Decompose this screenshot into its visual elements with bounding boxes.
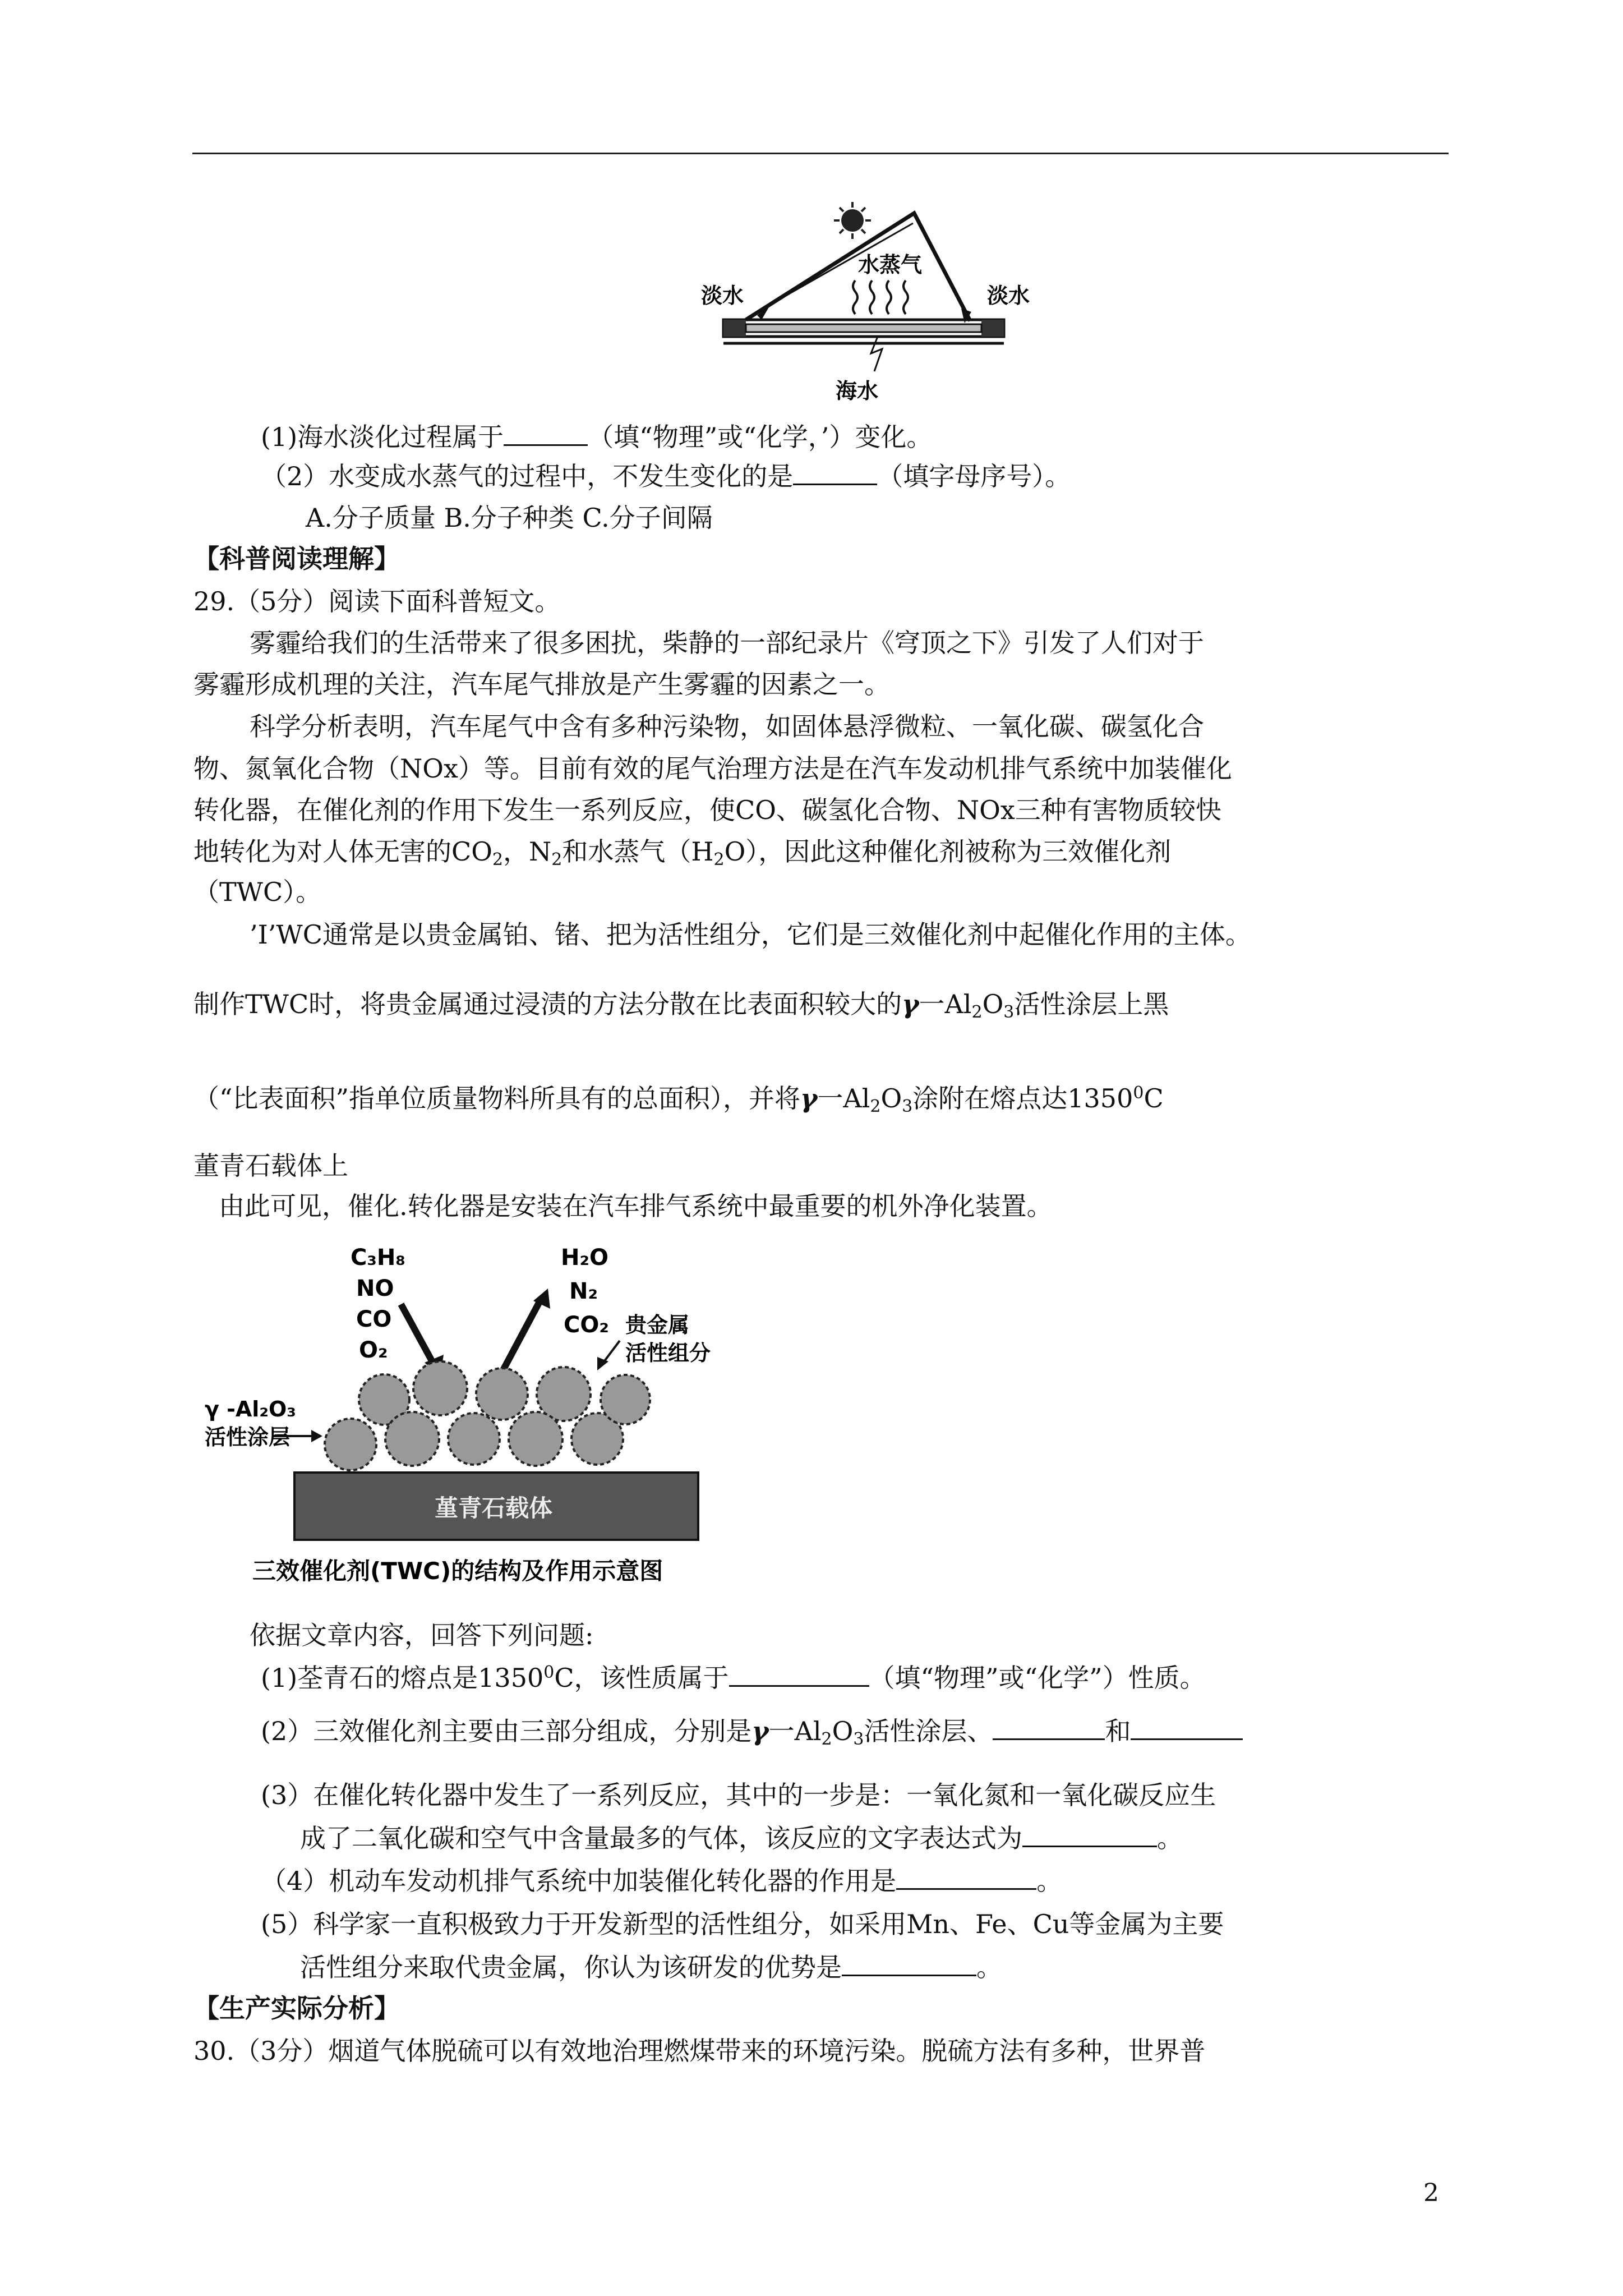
q29-sub1: (1)荃青石的熔点是1350$^0$C，该性质属于 （填“物理”或“化学”）性质。 [261, 1660, 1206, 1695]
label-fresh-water-right: 淡水 [987, 283, 1030, 308]
q28-sub1: (1)海水淡化过程属于 （填“物理”或“化学，’）变化。 [261, 420, 932, 454]
product-n2: N₂ [569, 1278, 598, 1304]
q29-p1-line2: 雾霾形成机理的关注，汽车尾气排放是产生雾霾的因素之一。 [193, 669, 890, 700]
q28-sub2: （2）水变成水蒸气的过程中，不发生变化的是 （填字母序号）。 [261, 459, 1071, 493]
q29-sub5-blank[interactable] [842, 1950, 976, 1976]
q29-sub3-line2: 成了二氧化碳和空气中含量最多的气体，该反应的文字表达式为 。 [300, 1821, 1183, 1855]
q29-sub4-blank[interactable] [896, 1864, 1036, 1890]
q29-sub2-blank-2[interactable] [1131, 1714, 1243, 1740]
q29-p2-line5: （TWC）。 [193, 877, 322, 907]
label-metal-1: 贵金属 [625, 1313, 690, 1337]
label-fresh-water-left: 淡水 [701, 283, 744, 308]
label-seawater: 海水 [836, 379, 879, 403]
q28-sub2-blank[interactable] [793, 459, 877, 485]
solar-desalination-figure [690, 191, 1038, 415]
label-coating-1: γ -Al₂O₃ [205, 1397, 296, 1421]
q29-sub3-blank[interactable] [1022, 1821, 1157, 1847]
q30-heading: 30.（3分）烟道气体脱硫可以有效地治理燃煤带来的环境污染。脱硫方法有多种，世界普 [193, 2036, 1206, 2066]
q29-sub5-line2: 活性组分来取代贵金属，你认为该研发的优势是 。 [300, 1950, 1002, 1984]
vapor-wave-icon [853, 280, 908, 314]
q29-p4-line1: （“比表面积”指单位质量物料所具有的总面积），并将γ一$Al_2O_3$涂附在熔点达1350$^0$C [193, 1083, 1164, 1116]
figure-caption: 三效催化剂(TWC)的结构及作用示意图 [252, 1557, 663, 1585]
q29-p2-line1: 科学分析表明，汽车尾气中含有多种污染物，如固体悬浮微粒、一氧化碳、碳氢化合 [250, 711, 1204, 742]
q29-p2-line2: 物、氮氧化合物（NOx）等。目前有效的尾气治理方法是在汽车发动机排气系统中加装催化 [193, 753, 1232, 784]
q29-p3-line1: ’I’WC通常是以贵金属铂、锗、把为活性组分，它们是三效催化剂中起催化作用的主体。 [250, 919, 1251, 950]
reactant-o2: O₂ [359, 1337, 388, 1363]
product-co2: CO₂ [564, 1312, 609, 1338]
q29-p4-line2: 董青石载体上 [193, 1151, 348, 1181]
q29-p2-line3: 转化器，在催化剂的作用下发生一系列反应，使CO、碳氢化合物、NOx三种有害物质较快 [193, 795, 1221, 825]
q29-p2-line4: 地转化为对人体无害的$CO_2$，$N_2$和水蒸气$(H_2O)$，因此这种催化剂被称为三效催化剂 [193, 836, 1172, 869]
page-number: 2 [1423, 2179, 1439, 2207]
reactant-no: NO [356, 1276, 394, 1301]
q29-sub1-blank[interactable] [729, 1660, 869, 1687]
sun-icon [834, 202, 871, 239]
label-carrier: 堇青石载体 [435, 1494, 553, 1522]
section-reading-heading: 【科普阅读理解】 [193, 544, 400, 574]
q29-sub5-line1: (5）科学家一直积极致力于开发新型的活性组分，如采用Mn、Fe、Cu等金属为主要 [261, 1909, 1224, 1939]
q29-p5: 由此可见，催化.转化器是安装在汽车排气系统中最重要的机外净化装置。 [219, 1191, 1053, 1221]
product-h2o: H₂O [561, 1245, 608, 1271]
q29-sub2: (2）三效催化剂主要由三部分组成，分别是γ一$Al_2O_3$活性涂层、 和 [261, 1714, 1243, 1748]
header-rule [192, 153, 1449, 154]
label-coating-2: 活性涂层 [205, 1425, 291, 1450]
q29-sub2-blank-1[interactable] [993, 1714, 1105, 1740]
reactant-c3h8: C₃H₈ [351, 1245, 405, 1271]
q29-sub3-line1: (3）在催化转化器中发生了一系列反应，其中的一步是：一氧化氮和一氧化碳反应生 [261, 1780, 1216, 1810]
q29-sub4: （4）机动车发动机排气系统中加装催化转化器的作用是 。 [261, 1864, 1062, 1898]
label-steam: 水蒸气 [858, 252, 923, 277]
q29-p1-line1: 雾霾给我们的生活带来了很多困扰，柴静的一部纪录片《穹顶之下》引发了人们对于 [250, 628, 1204, 658]
q28-options: A.分子质量 B.分子种类 C.分子间隔 [306, 503, 713, 533]
section-production-heading: 【生产实际分析】 [193, 1993, 400, 2023]
q29-prompt: 依据文章内容，回答下列问题: [250, 1620, 594, 1650]
label-metal-2: 活性组分 [625, 1341, 711, 1365]
twc-structure-figure [205, 1243, 799, 1602]
reactant-co: CO [356, 1306, 392, 1332]
q29-heading: 29.（5分）阅读下面科普短文。 [193, 586, 561, 616]
q29-p3-line2: 制作TWC时，将贵金属通过浸渍的方法分散在比表面积较大的γ一$Al_2O_3$活性涂层上黑 [193, 989, 1169, 1022]
q28-sub1-blank[interactable] [504, 420, 588, 446]
